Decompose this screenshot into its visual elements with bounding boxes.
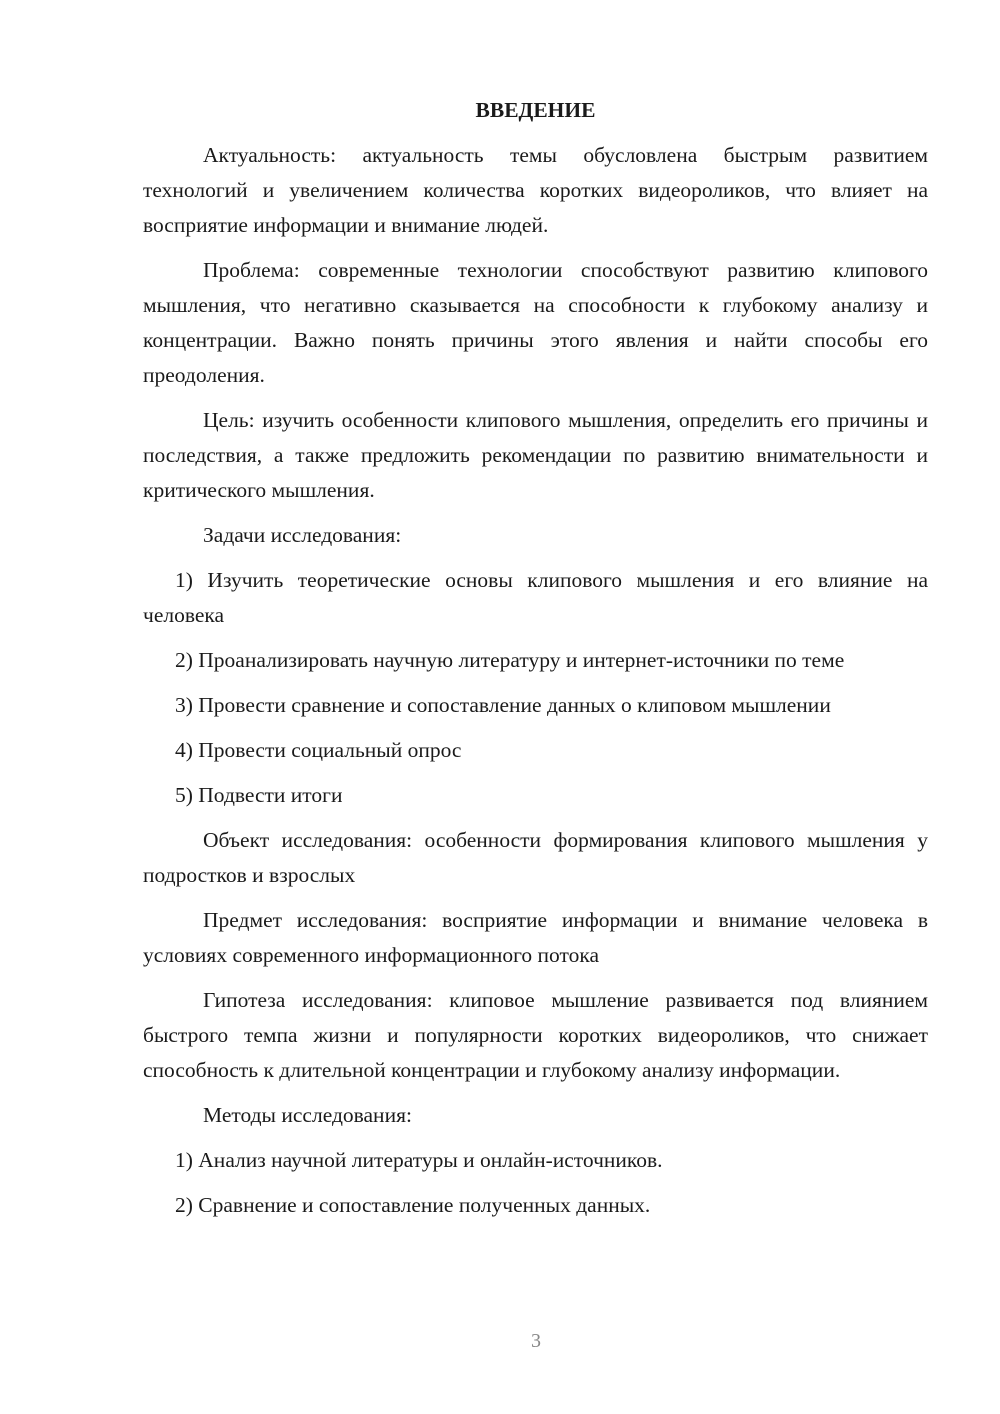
task-item: 1) Изучить теоретические основы клипового мышления и его влияние на человека [143, 568, 928, 627]
task-item: 4) Провести социальный опрос [175, 738, 462, 762]
method-item: 2) Сравнение и сопоставление полученных данных. [175, 1193, 651, 1217]
task-item: 3) Провести сравнение и сопоставление данных о клиповом мышлении [175, 693, 831, 717]
task-item: 2) Проанализировать научную литературу и интернет-источники по теме [175, 648, 845, 672]
method-item: 1) Анализ научной литературы и онлайн-источников. [175, 1148, 663, 1172]
subject-paragraph: Предмет исследования: восприятие информации и внимание человека в условиях современного информационного потока [143, 908, 928, 967]
page-title: ВВЕДЕНИЕ [475, 98, 596, 122]
tasks-heading: Задачи исследования: [203, 523, 402, 547]
page-body [143, 93, 928, 1233]
methods-heading: Методы исследования: [203, 1103, 412, 1127]
goal-paragraph: Цель: изучить особенности клипового мышления, определить его причины и последствия, а также предложить рекомендации по развитию внимательности и критического мышления. [143, 408, 928, 502]
object-paragraph: Объект исследования: особенности формирования клипового мышления у подростков и взрослых [143, 828, 928, 887]
hypothesis-paragraph: Гипотеза исследования: клиповое мышление развивается под влиянием быстрого темпа жизни и популярности коротких видеороликов, что снижает способность к длительной концентрации и глубокому анализу информации. [143, 988, 928, 1082]
relevance-paragraph: Актуальность: актуальность темы обусловлена быстрым развитием технологий и увеличением количества коротких видеороликов, что влияет на восприятие информации и внимание людей. [143, 143, 928, 237]
problem-paragraph: Проблема: современные технологии способствуют развитию клипового мышления, что негативно сказывается на способности к глубокому анализу и концентрации. Важно понять причины этого явления и найти способы его преодоления. [143, 258, 928, 387]
page-number: 3 [531, 1330, 541, 1352]
task-item: 5) Подвести итоги [175, 783, 343, 807]
